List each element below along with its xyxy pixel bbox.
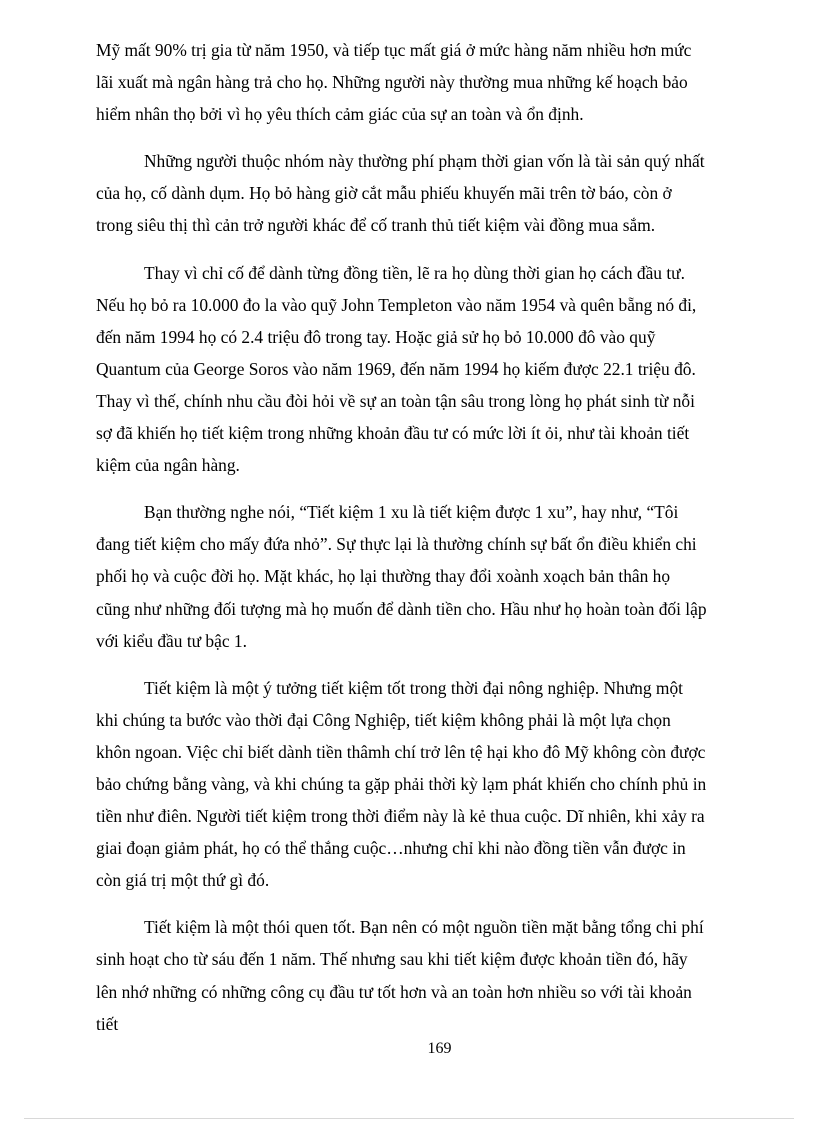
paragraph-4: Bạn thường nghe nói, “Tiết kiệm 1 xu là tiết kiệm được 1 xu”, hay như, “Tôi đang tiết kiệm cho mấy đứa nhỏ”. Sự thực lại là thường chính sự bất ổn điều khiển chi phối họ và cuộc đời họ. Mặt khác, họ lại thường thay đổi xoành xoạch bản thân họ cũng như những đối tượng mà họ muốn để dành tiền cho. Hầu như họ hoàn toàn đối lập với kiểu đầu tư bậc 1. — [96, 502, 707, 651]
page-number: 169 — [427, 1040, 452, 1057]
paragraph-6: Tiết kiệm là một thói quen tốt. Bạn nên có một nguồn tiền mặt bằng tổng chi phí sinh hoạt cho từ sáu đến 1 năm. Thế nhưng sau khi tiết kiệm được khoản tiền đó, hãy lên nhớ những có những công cụ đầu tư tốt hơn và an toàn hơn nhiều so với tài khoản tiết — [96, 917, 704, 1034]
paragraph-5: Tiết kiệm là một ý tưởng tiết kiệm tốt trong thời đại nông nghiệp. Nhưng một khi chúng ta bước vào thời đại Công Nghiệp, tiết kiệm không phải là một lựa chọn khôn ngoan. Việc chỉ biết dành tiền thâmh chí trở lên tệ hại kho đô Mỹ không còn được bảo chứng bằng vàng, và khi chúng ta gặp phải thời kỳ lạm phát khiến cho chính phủ in tiền như điên. Người tiết kiệm trong thời điểm này là kẻ thua cuộc. Dĩ nhiên, khi xảy ra giai đoạn giảm phát, họ có thể thắng cuộc…nhưng chỉ khi nào đồng tiền vẫn được in còn giá trị một thứ gì đó. — [96, 677, 707, 891]
body-text — [96, 34, 708, 1055]
paragraph-1: Mỹ mất 90% trị gia từ năm 1950, và tiếp tục mất giá ở mức hàng năm nhiều hơn mức lãi xuất mà ngân hàng trả cho họ. Những người này thường mua những kế hoạch bảo hiểm nhân thọ bởi vì họ yêu thích cảm giác của sự an toàn và ổn định. — [96, 40, 692, 125]
paragraph-3: Thay vì chỉ cố để dành từng đồng tiền, lẽ ra họ dùng thời gian họ cách đầu tư. Nếu họ bỏ ra 10.000 đo la vào quỹ John Templeton vào năm 1954 và quên bẵng nó đi, đến năm 1994 họ có 2.4 triệu đô trong tay. Hoặc giả sử họ bỏ 10.000 đô vào quỹ Quantum của George Soros vào năm 1969, đến năm 1994 họ kiếm được 22.1 triệu đô. Thay vì thế, chính nhu cầu đòi hỏi về sự an toàn tận sâu trong lòng họ phát sinh từ nỗi sợ đã khiến họ tiết kiệm trong những khoản đầu tư có mức lời ít ỏi, như tài khoản tiết kiệm của ngân hàng. — [96, 262, 697, 476]
paragraph-2: Những người thuộc nhóm này thường phí phạm thời gian vốn là tài sản quý nhất của họ, cố dành dụm. Họ bỏ hàng giờ cắt mẫu phiếu khuyến mãi trên tờ báo, còn ở trong siêu thị thì cản trở người khác để cố tranh thủ tiết kiệm vài đồng mua sắm. — [96, 151, 705, 236]
page-bottom-divider — [24, 1118, 794, 1119]
